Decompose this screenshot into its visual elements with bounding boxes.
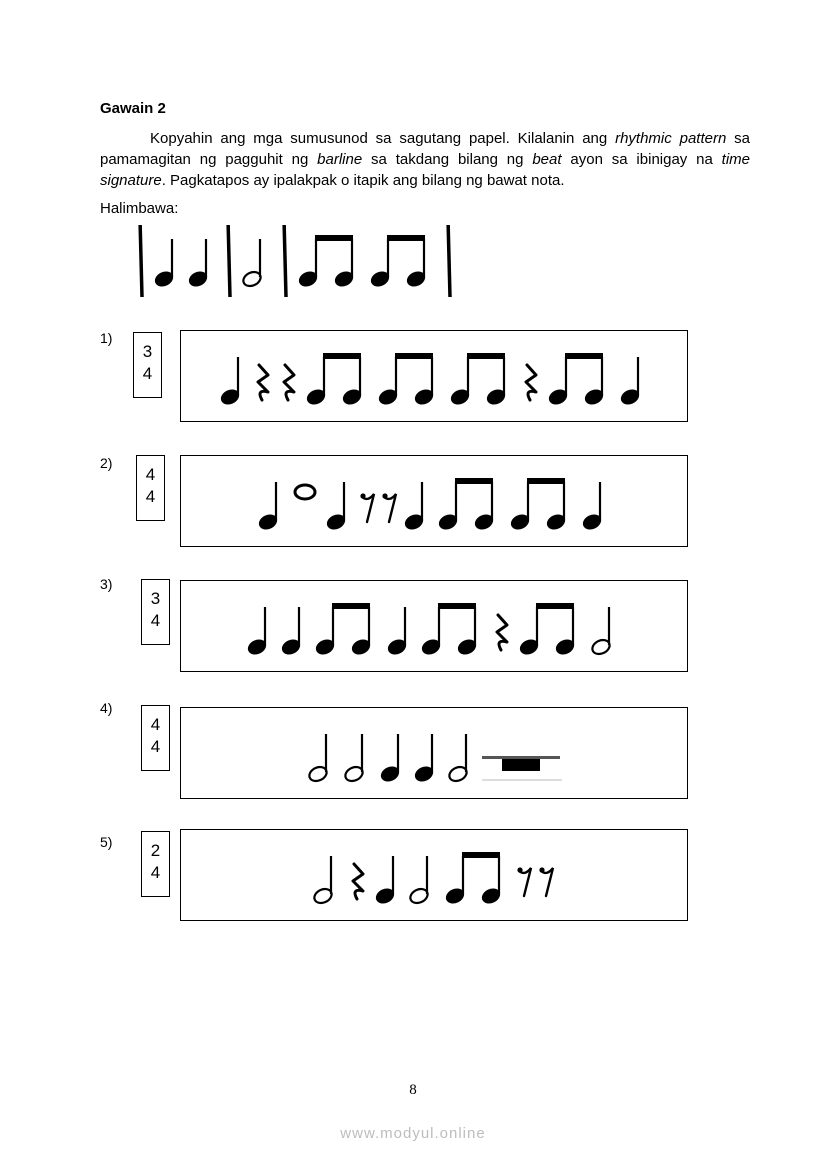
quarter-note-0	[257, 482, 279, 532]
quarter-note-2	[187, 239, 209, 289]
eighth-pair-note-7	[509, 478, 567, 532]
whole-note-1	[295, 485, 315, 499]
eighth-pair-note-3	[305, 353, 363, 407]
time-signature-3	[141, 579, 170, 645]
rhythm-box-4	[180, 707, 688, 799]
eighth-pair-note-6	[437, 478, 495, 532]
time-signature-bottom: 4	[150, 737, 161, 756]
whole-rest-note-5	[482, 756, 562, 780]
time-signature-top: 4	[145, 465, 156, 484]
eighth-pair-note-4	[444, 852, 502, 906]
time-signature-5	[141, 831, 170, 897]
example-label: Halimbawa:	[100, 200, 179, 217]
time-signature-4	[141, 705, 170, 771]
barline-note-5	[284, 225, 286, 297]
time-signature-top: 2	[150, 841, 161, 860]
time-signature-bottom: 4	[150, 611, 161, 630]
quarter-note-3	[386, 607, 408, 657]
time-signature-top: 3	[142, 342, 153, 361]
watermark: www.modyul.online	[340, 1125, 486, 1142]
time-signature-bottom: 4	[145, 487, 156, 506]
half-note-0	[312, 856, 334, 906]
half-note-3	[408, 856, 430, 906]
exercise-number-5: 5)	[100, 834, 113, 850]
rhythm-pattern	[181, 830, 689, 922]
quarter-note-5	[403, 482, 425, 532]
eighth-pair-note-2	[314, 603, 372, 657]
rhythm-pattern	[181, 456, 689, 548]
quarter-note-2	[325, 482, 347, 532]
quarter-note-8	[619, 357, 641, 407]
rhythm-box-1	[180, 330, 688, 422]
barline-note-8	[448, 225, 450, 297]
eighth-pair-note-4	[377, 353, 435, 407]
exercise-number-2: 2)	[100, 455, 113, 471]
time-signature-bottom: 4	[142, 364, 153, 383]
quarter-rest-note-1	[353, 864, 363, 899]
example-rhythm	[130, 225, 460, 315]
quarter-note-1	[280, 607, 302, 657]
half-note-1	[343, 734, 365, 784]
rhythm-pattern	[181, 331, 689, 423]
exercise-number-3: 3)	[100, 576, 113, 592]
barline-note-3	[228, 225, 230, 297]
time-signature-top: 3	[150, 589, 161, 608]
eighth-rest-note-5	[517, 867, 531, 896]
quarter-note-0	[246, 607, 268, 657]
eighth-pair-note-7	[547, 353, 605, 407]
rhythm-pattern	[181, 708, 689, 800]
quarter-note-3	[413, 734, 435, 784]
half-note-7	[590, 607, 612, 657]
time-signature-bottom: 4	[150, 863, 161, 882]
half-note-4	[447, 734, 469, 784]
quarter-note-8	[581, 482, 603, 532]
exercise-number-1: 1)	[100, 330, 113, 346]
activity-heading: Gawain 2	[100, 100, 166, 117]
quarter-rest-note-5	[497, 615, 507, 650]
time-signature-top: 4	[150, 715, 161, 734]
eighth-pair-note-4	[420, 603, 478, 657]
time-signature-1	[133, 332, 162, 398]
instructions-paragraph: Kopyahin ang mga sumusunod sa sagutang papel. Kilalanin ang rhythmic pattern sa pamamagitan ng pagguhit ng barline sa takdang bilang ng beat ayon sa ibinigay na time signature. Pagkatapos ay ipalakpak o itapik ang bilang ng bawat nota.	[100, 130, 751, 189]
page-number: 8	[409, 1082, 417, 1098]
eighth-rest-note-6	[539, 867, 553, 896]
exercise-number-4: 4)	[100, 700, 113, 716]
rhythm-box-5	[180, 829, 688, 921]
rhythm-box-2	[180, 455, 688, 547]
barline-note-0	[140, 225, 142, 297]
eighth-pair-note-6	[297, 235, 355, 289]
quarter-note-1	[153, 239, 175, 289]
time-signature-2	[136, 455, 165, 521]
eighth-rest-note-3	[360, 493, 374, 522]
eighth-pair-note-6	[518, 603, 576, 657]
eighth-rest-note-4	[382, 493, 396, 522]
quarter-rest-note-2	[284, 365, 294, 400]
eighth-pair-note-7	[369, 235, 427, 289]
rhythm-box-3	[180, 580, 688, 672]
quarter-note-2	[379, 734, 401, 784]
half-note-4	[241, 239, 263, 289]
eighth-pair-note-5	[449, 353, 507, 407]
half-note-0	[307, 734, 329, 784]
quarter-note-0	[219, 357, 241, 407]
quarter-rest-note-6	[526, 365, 536, 400]
rhythm-pattern	[181, 581, 689, 673]
quarter-rest-note-1	[258, 365, 268, 400]
quarter-note-2	[374, 856, 396, 906]
